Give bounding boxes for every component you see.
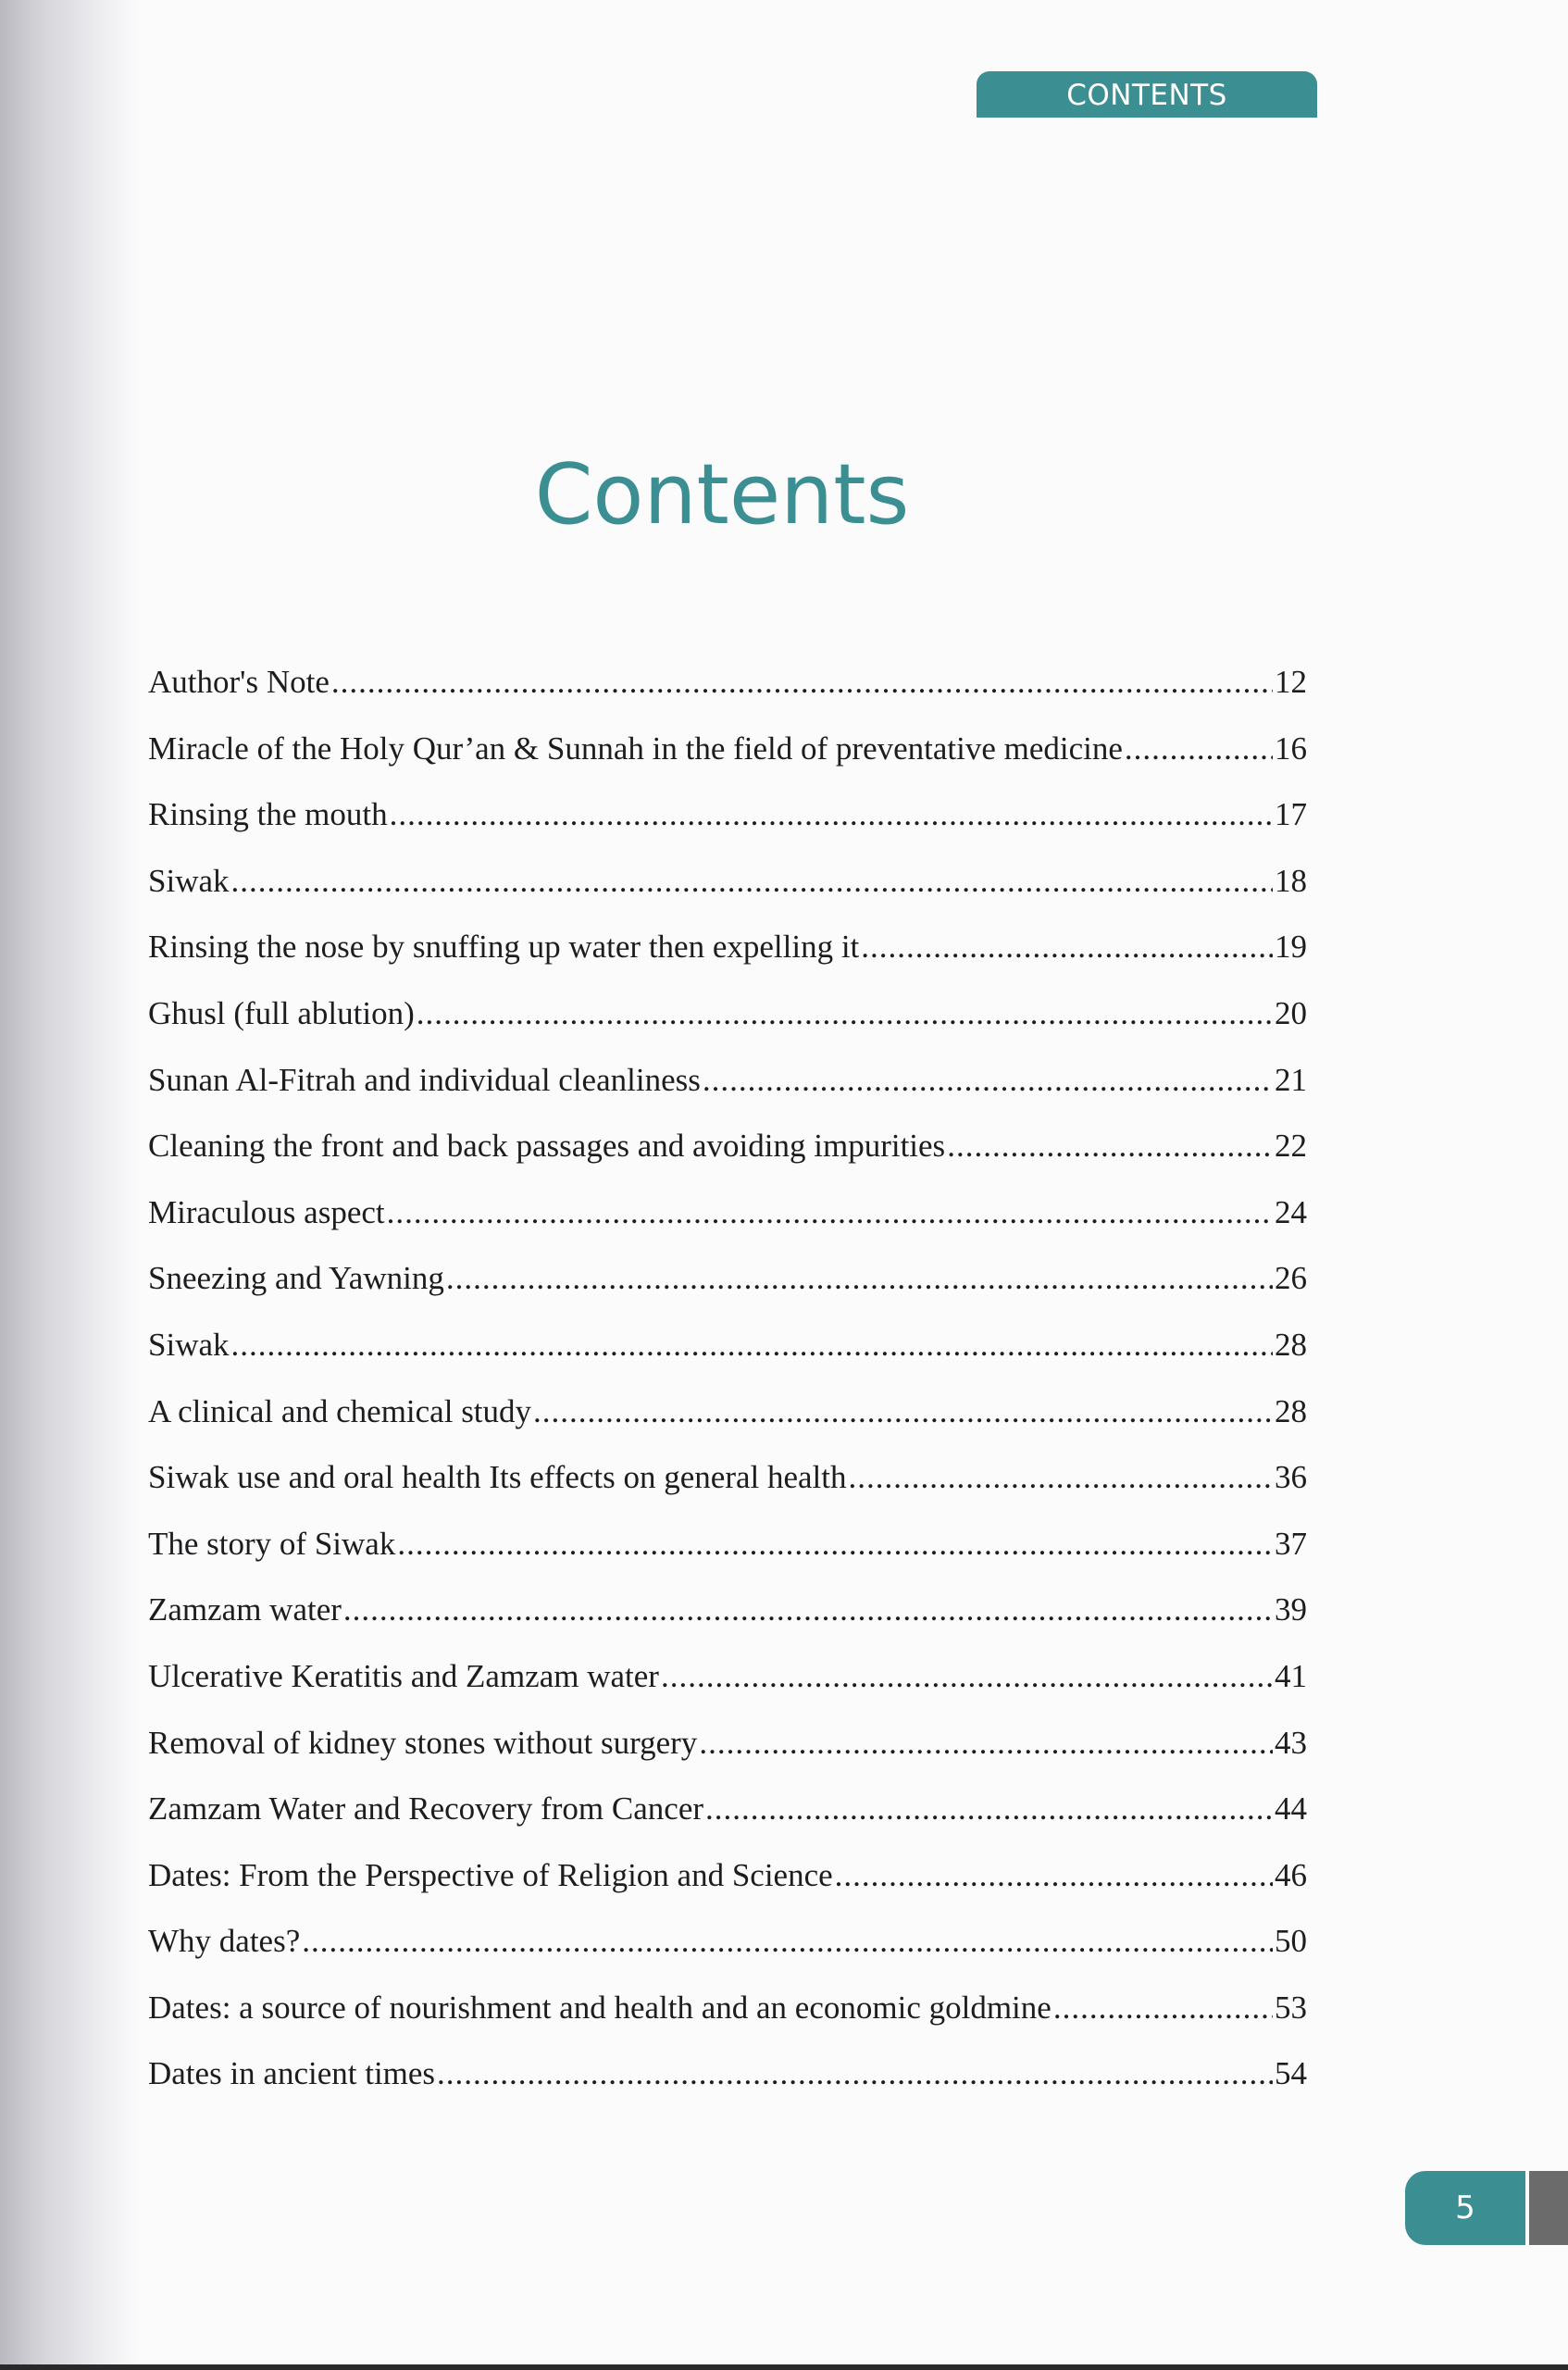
toc-entry[interactable] bbox=[148, 1723, 1307, 1790]
toc-entry-page: 53 bbox=[1275, 1989, 1307, 2026]
toc-entry-label: A clinical and chemical study bbox=[148, 1392, 532, 1429]
toc-leader-dots bbox=[661, 1656, 1273, 1697]
toc-entry-page: 17 bbox=[1275, 796, 1307, 833]
toc-leader-dots bbox=[1125, 729, 1273, 769]
toc-entry[interactable] bbox=[148, 662, 1307, 729]
toc-entry-label: The story of Siwak bbox=[148, 1525, 396, 1562]
toc-entry-label: Author's Note bbox=[148, 664, 330, 700]
toc-leader-dots bbox=[705, 1789, 1273, 1829]
toc-entry-label: Miraculous aspect bbox=[148, 1193, 385, 1230]
toc-entry[interactable] bbox=[148, 1060, 1307, 1127]
toc-entry-label: Why dates? bbox=[148, 1923, 301, 1960]
toc-entry-label: Dates in ancient times bbox=[148, 2055, 436, 2092]
toc-entry-page: 18 bbox=[1275, 862, 1307, 899]
toc-entry[interactable] bbox=[148, 1258, 1307, 1325]
toc-leader-dots bbox=[446, 1258, 1273, 1299]
toc-entry-page: 20 bbox=[1275, 994, 1307, 1031]
toc-leader-dots bbox=[849, 1457, 1274, 1498]
toc-entry[interactable] bbox=[148, 1524, 1307, 1590]
toc-entry[interactable] bbox=[148, 1789, 1307, 1855]
table-of-contents bbox=[148, 662, 1307, 2120]
toc-entry-label: Ghusl (full ablution) bbox=[148, 994, 415, 1031]
toc-entry-page: 12 bbox=[1275, 664, 1307, 700]
toc-leader-dots bbox=[947, 1126, 1273, 1166]
binding-shadow bbox=[0, 0, 139, 2370]
toc-entry-page: 50 bbox=[1275, 1923, 1307, 1960]
toc-entry-label: Sunan Al-Fitrah and individual cleanliness bbox=[148, 1061, 701, 1098]
toc-entry-page: 46 bbox=[1275, 1856, 1307, 1893]
toc-leader-dots bbox=[343, 1590, 1273, 1630]
toc-leader-dots bbox=[397, 1524, 1273, 1565]
toc-leader-dots bbox=[302, 1921, 1273, 1962]
toc-leader-dots bbox=[417, 993, 1273, 1034]
toc-leader-dots bbox=[331, 662, 1273, 703]
page-number-badge: 5 bbox=[1405, 2171, 1525, 2245]
toc-entry[interactable] bbox=[148, 993, 1307, 1060]
section-header-tab: CONTENTS bbox=[977, 71, 1317, 118]
toc-entry[interactable] bbox=[148, 1391, 1307, 1458]
toc-entry-label: Dates: From the Perspective of Religion and Science bbox=[148, 1856, 833, 1893]
page-bottom-edge bbox=[0, 2364, 1568, 2370]
toc-entry-label: Zamzam water bbox=[148, 1591, 342, 1628]
toc-entry-page: 24 bbox=[1275, 1193, 1307, 1230]
toc-entry-label: Rinsing the mouth bbox=[148, 796, 388, 833]
toc-entry-page: 28 bbox=[1275, 1392, 1307, 1429]
toc-entry-label: Rinsing the nose by snuffing up water then expelling it bbox=[148, 929, 860, 966]
toc-leader-dots bbox=[437, 2053, 1273, 2094]
toc-entry-label: Miracle of the Holy Qur’an & Sunnah in the field of preventative medicine bbox=[148, 730, 1123, 767]
toc-entry-label: Dates: a source of nourishment and health and an economic goldmine bbox=[148, 1989, 1052, 2026]
toc-leader-dots bbox=[861, 927, 1273, 967]
toc-entry[interactable] bbox=[148, 1656, 1307, 1723]
toc-leader-dots bbox=[231, 861, 1274, 902]
toc-entry-page: 44 bbox=[1275, 1790, 1307, 1827]
toc-entry-page: 26 bbox=[1275, 1260, 1307, 1297]
toc-entry-page: 37 bbox=[1275, 1525, 1307, 1562]
toc-entry[interactable] bbox=[148, 1988, 1307, 2054]
toc-entry-page: 41 bbox=[1275, 1657, 1307, 1694]
toc-leader-dots bbox=[699, 1723, 1273, 1764]
toc-leader-dots bbox=[703, 1060, 1273, 1101]
toc-entry-label: Removal of kidney stones without surgery bbox=[148, 1724, 698, 1761]
toc-leader-dots bbox=[390, 794, 1273, 835]
toc-leader-dots bbox=[387, 1192, 1273, 1233]
toc-entry-label: Sneezing and Yawning bbox=[148, 1260, 444, 1297]
toc-entry[interactable] bbox=[148, 794, 1307, 861]
toc-entry[interactable] bbox=[148, 1325, 1307, 1391]
toc-entry-page: 21 bbox=[1275, 1061, 1307, 1098]
toc-entry[interactable] bbox=[148, 927, 1307, 993]
toc-entry-page: 19 bbox=[1275, 929, 1307, 966]
toc-entry-page: 22 bbox=[1275, 1128, 1307, 1165]
toc-entry[interactable] bbox=[148, 1590, 1307, 1656]
toc-entry[interactable] bbox=[148, 729, 1307, 795]
toc-entry[interactable] bbox=[148, 861, 1307, 928]
toc-entry[interactable] bbox=[148, 2053, 1307, 2120]
toc-entry-page: 28 bbox=[1275, 1326, 1307, 1363]
toc-entry-page: 43 bbox=[1275, 1724, 1307, 1761]
toc-entry-label: Siwak bbox=[148, 1326, 230, 1363]
toc-entry[interactable] bbox=[148, 1126, 1307, 1192]
toc-leader-dots bbox=[533, 1391, 1273, 1432]
toc-entry[interactable] bbox=[148, 1192, 1307, 1259]
toc-entry-page: 54 bbox=[1275, 2055, 1307, 2092]
toc-entry-label: Siwak use and oral health Its effects on general health bbox=[148, 1459, 847, 1496]
toc-entry[interactable] bbox=[148, 1921, 1307, 1988]
toc-entry-page: 39 bbox=[1275, 1591, 1307, 1628]
toc-leader-dots bbox=[1053, 1988, 1273, 2028]
toc-entry[interactable] bbox=[148, 1855, 1307, 1922]
toc-entry-page: 36 bbox=[1275, 1459, 1307, 1496]
toc-entry[interactable] bbox=[148, 1457, 1307, 1524]
toc-leader-dots bbox=[835, 1855, 1273, 1896]
toc-entry-page: 16 bbox=[1275, 730, 1307, 767]
toc-entry-label: Cleaning the front and back passages and avoiding impurities bbox=[148, 1128, 946, 1165]
toc-leader-dots bbox=[231, 1325, 1274, 1366]
toc-entry-label: Ulcerative Keratitis and Zamzam water bbox=[148, 1657, 659, 1694]
toc-entry-label: Siwak bbox=[148, 862, 230, 899]
toc-entry-label: Zamzam Water and Recovery from Cancer bbox=[148, 1790, 704, 1827]
page-edge-marker bbox=[1529, 2171, 1568, 2245]
page-title: Contents bbox=[534, 446, 910, 543]
